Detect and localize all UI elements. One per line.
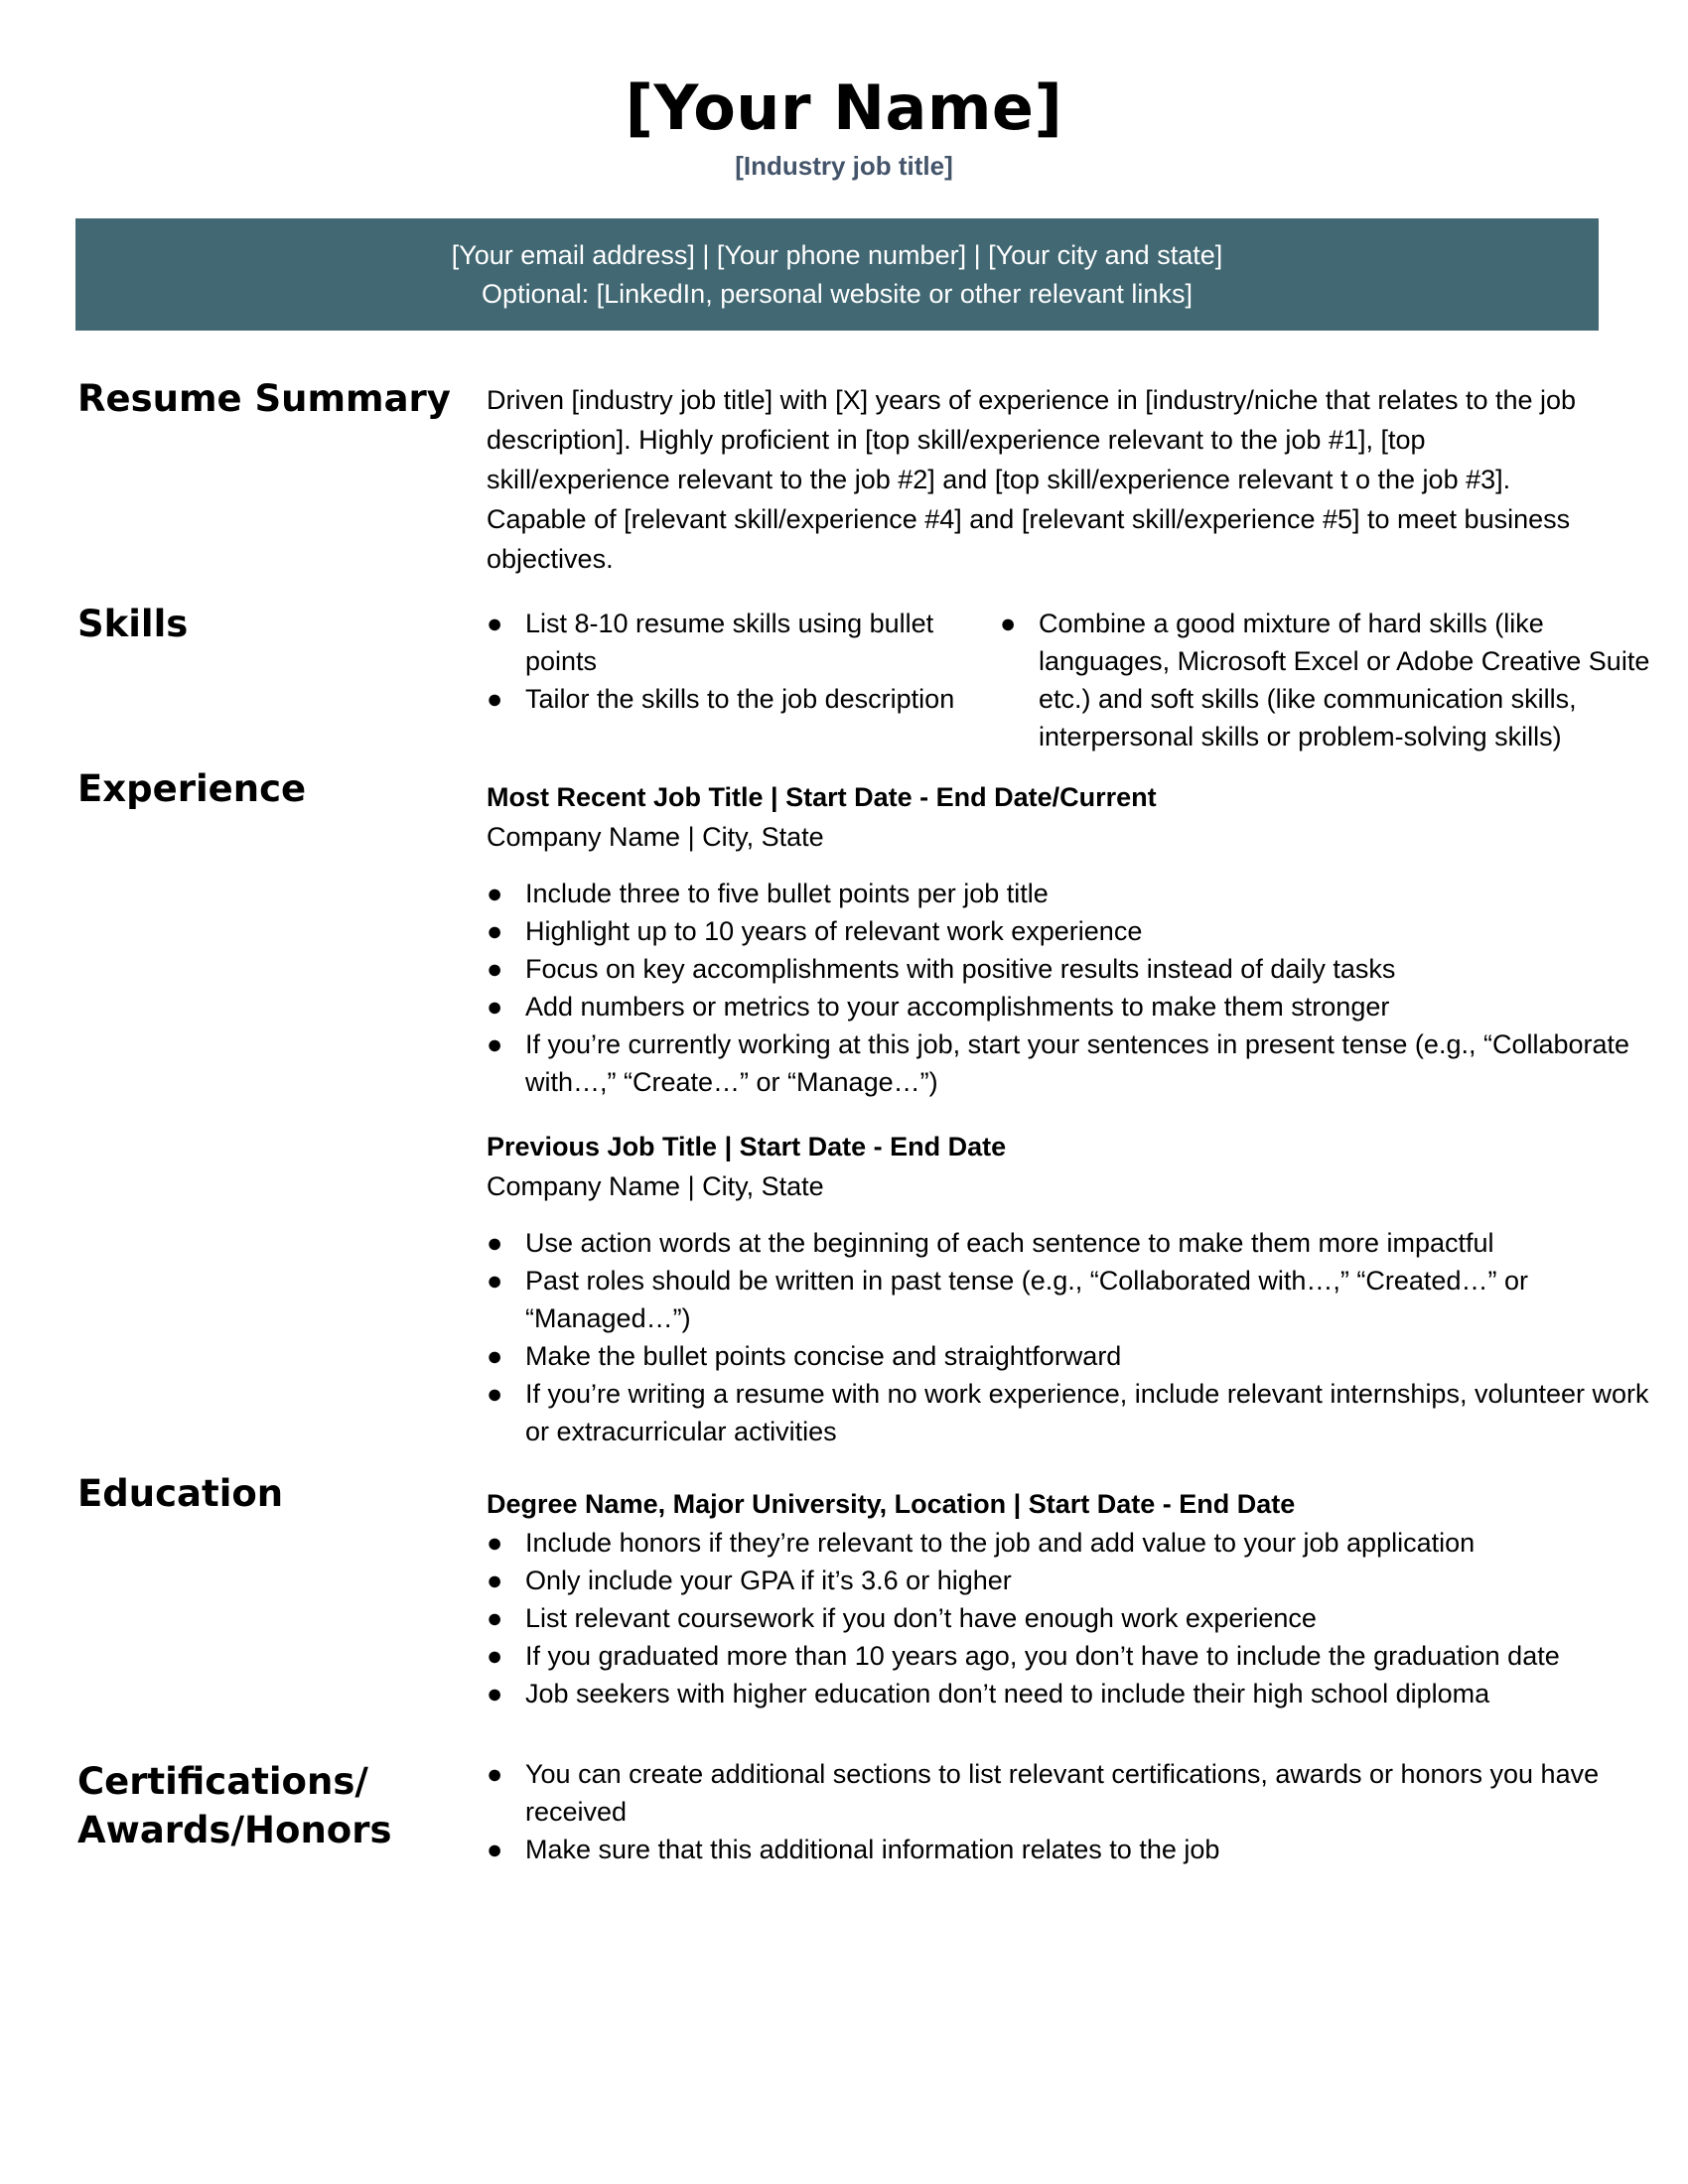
contact-line-optional: Optional: [LinkedIn, personal website or other relevant links] [482, 279, 1193, 309]
list-item: ● Make sure that this additional information relates to the job [487, 1831, 1628, 1868]
summary-text: Driven [industry job title] with [X] years of experience in [industry/niche that relates to the job description]. Highly proficient in [top skill/experience relevant to the job #1], [top skill/experience relevant to the job #2] and [top skill/experience relevant t o the job #3]. Capable of [relevant skill/experience #4] and [relevant skill/experience #5] to meet business objectives. [487, 385, 1577, 574]
list-item: ● Focus on key accomplishments with positive results instead of daily tasks [487, 950, 1668, 988]
bullet-icon: ● [487, 1266, 503, 1296]
list-item: ● List 8-10 resume skills using bullet points [487, 605, 988, 680]
skills-list-left [487, 605, 988, 718]
list-item: ● Combine a good mixture of hard skills (like languages, Microsoft Excel or Adobe Creative Suite etc.) and soft skills (like communication skills, interpersonal skills or problem-solving skills) [1000, 605, 1660, 755]
bullet-icon: ● [487, 992, 503, 1022]
list-item: ● Only include your GPA if it’s 3.6 or higher [487, 1562, 1668, 1599]
industry-job-title: [Industry job title] [735, 151, 953, 181]
resume-header [0, 69, 1688, 183]
list-item: ● Job seekers with higher education don’t need to include their high school diploma [487, 1675, 1668, 1712]
bullet-icon: ● [487, 1228, 503, 1258]
bullet-icon: ● [487, 916, 503, 946]
section-title-line: Certifications/ [77, 1760, 368, 1803]
bullet-icon: ● [487, 879, 503, 908]
list-item: ● Highlight up to 10 years of relevant work experience [487, 912, 1668, 950]
list-item: ● If you’re writing a resume with no work experience, include relevant internships, volunteer work or extracurricular activities [487, 1375, 1668, 1450]
bullet-icon: ● [487, 1379, 503, 1409]
skills-column-right [1000, 605, 1660, 755]
job-company: Company Name | City, State [487, 822, 824, 852]
list-item: ● Use action words at the beginning of each sentence to make them more impactful [487, 1224, 1668, 1262]
list-item: ● You can create additional sections to list relevant certifications, awards or honors you have received [487, 1755, 1628, 1831]
list-item: ● List relevant coursework if you don’t have enough work experience [487, 1599, 1668, 1637]
job-bullet-list [487, 1224, 1668, 1450]
list-item: ● Include honors if they’re relevant to the job and add value to your job application [487, 1524, 1668, 1562]
education-section [487, 1484, 1668, 1712]
contact-bar [75, 218, 1599, 331]
section-title-line: Awards/Honors [77, 1809, 392, 1851]
job-entry [487, 1127, 1668, 1450]
bullet-icon: ● [487, 684, 503, 714]
job-bullet-list [487, 875, 1668, 1101]
job-entry [487, 777, 1668, 1101]
bullet-icon: ● [487, 1759, 503, 1789]
list-item: ● If you’re currently working at this job, start your sentences in present tense (e.g., “Collaborate with…,” “Create…” or “Manage…”) [487, 1025, 1668, 1101]
section-title-certifications [77, 1757, 391, 1854]
section-title-summary: Resume Summary [77, 377, 451, 420]
bullet-icon: ● [487, 609, 503, 638]
candidate-name: [Your Name] [625, 71, 1063, 144]
list-item: ● Tailor the skills to the job description [487, 680, 988, 718]
bullet-icon: ● [487, 1341, 503, 1371]
contact-line-primary: [Your email address] | [Your phone number] | [Your city and state] [451, 240, 1223, 270]
bullet-icon: ● [487, 1566, 503, 1595]
bullet-icon: ● [487, 1603, 503, 1633]
certifications-bullet-list [487, 1755, 1628, 1868]
bullet-icon: ● [487, 954, 503, 984]
list-item: ● Add numbers or metrics to your accomplishments to make them stronger [487, 988, 1668, 1025]
bullet-icon: ● [487, 1835, 503, 1864]
job-company: Company Name | City, State [487, 1171, 824, 1201]
bullet-icon: ● [487, 1029, 503, 1059]
job-heading: Most Recent Job Title | Start Date - End Date/Current [487, 782, 1157, 812]
bullet-icon: ● [1000, 609, 1017, 638]
education-bullet-list [487, 1524, 1668, 1712]
experience-section [487, 777, 1668, 1450]
list-item: ● If you graduated more than 10 years ago, you don’t have to include the graduation date [487, 1637, 1668, 1675]
section-title-education: Education [77, 1472, 284, 1515]
summary-section [487, 380, 1604, 579]
bullet-icon: ● [487, 1679, 503, 1708]
job-heading: Previous Job Title | Start Date - End Date [487, 1132, 1007, 1161]
bullet-icon: ● [487, 1641, 503, 1671]
skills-column-left [487, 605, 988, 718]
list-item: ● Make the bullet points concise and straightforward [487, 1337, 1668, 1375]
section-title-skills: Skills [77, 603, 189, 645]
section-title-experience: Experience [77, 767, 307, 810]
certifications-section [487, 1755, 1628, 1868]
list-item: ● Past roles should be written in past tense (e.g., “Collaborated with…,” “Created…” or “Managed…”) [487, 1262, 1668, 1337]
list-item: ● Include three to five bullet points per job title [487, 875, 1668, 912]
bullet-icon: ● [487, 1528, 503, 1558]
skills-list-right [1000, 605, 1660, 755]
skills-section [487, 605, 1658, 763]
education-heading: Degree Name, Major University, Location | Start Date - End Date [487, 1489, 1296, 1519]
